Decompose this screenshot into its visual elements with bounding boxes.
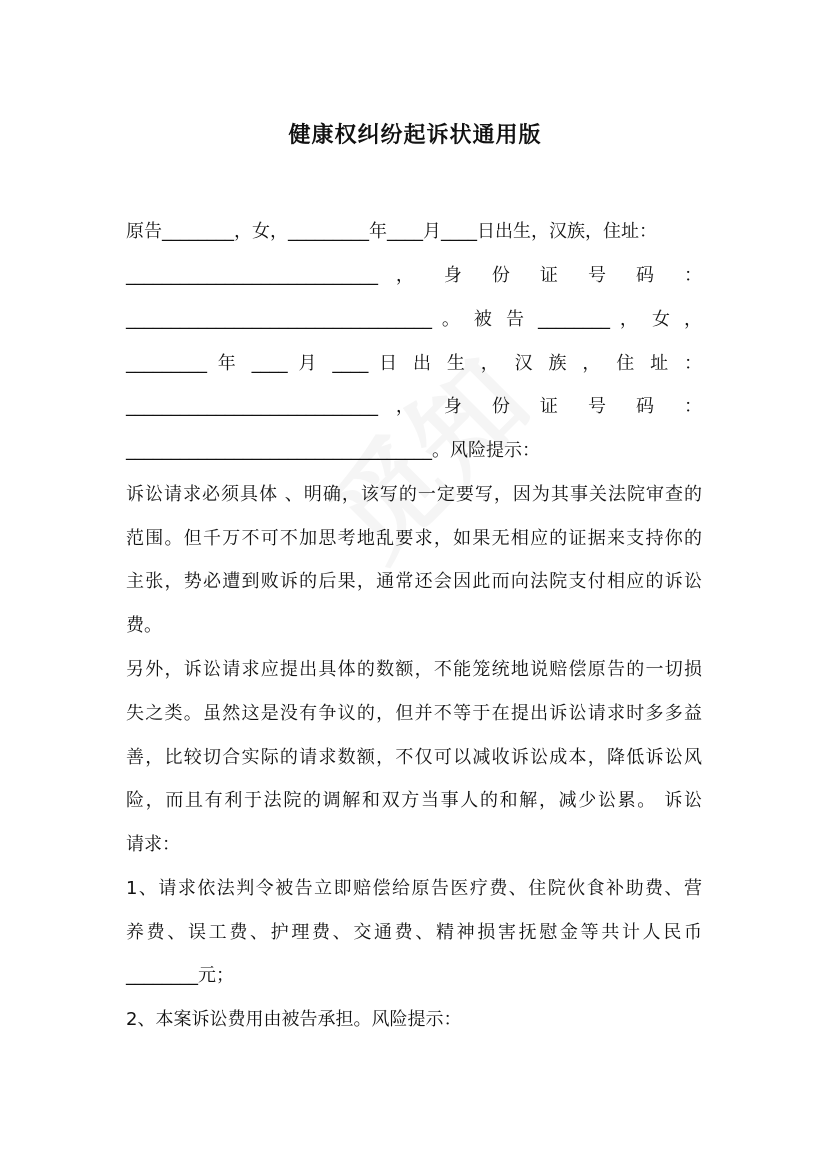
paragraph-line: 主张，势必遭到败诉的后果，通常还会因此而向法院支付相应的诉讼 xyxy=(126,571,702,592)
paragraph-line: 费。 xyxy=(126,615,162,636)
claim-1-line: 1、请求依法判令被告立即赔偿给原告医疗费、住院伙食补助费、营 xyxy=(126,878,702,899)
claim-1-line: ________元； xyxy=(126,965,234,986)
defendant-birth-line: _________ 年 ____ 月 ____ 日 出 生 ， 汉 族 ， 住 址 ： xyxy=(126,353,702,374)
paragraph-line: 失之类。虽然这是没有争议的，但并不等于在提出诉讼请求时多多益 xyxy=(126,703,702,724)
document-title: 健康权纠纷起诉状通用版 xyxy=(288,123,542,148)
paragraph-line: 范围。但千万不可不加思考地乱要求，如果无相应的证据来支持你的 xyxy=(126,528,702,549)
claims-heading: 请求： xyxy=(126,834,180,855)
defendant-line: __________________________________ 。 被 告 ________ ， 女 ， xyxy=(126,309,702,330)
paragraph-line: 善，比较切合实际的请求数额，不仅可以减收诉讼成本，降低诉讼风 xyxy=(126,747,702,768)
paragraph-line: 另外，诉讼请求应提出具体的数额，不能笼统地说赔偿原告的一切损 xyxy=(126,659,702,680)
defendant-id-line: ____________________________ ， 身 份 证 号 码 ： xyxy=(126,396,702,417)
claim-1-line: 养费、误工费、护理费、交通费、精神损害抚慰金等共计人民币 xyxy=(126,922,702,943)
plaintiff-id-line: ____________________________ ， 身 份 证 号 码 ： xyxy=(126,265,702,286)
paragraph-line: 诉讼请求必须具体 、明确，该写的一定要写，因为其事关法院审查的 xyxy=(126,484,702,505)
plaintiff-line: 原告________，女，_________年____月____日出生，汉族，住址： xyxy=(126,221,657,242)
paragraph-line: 险，而且有利于法院的调解和双方当事人的和解，减少讼累。 诉讼 xyxy=(126,790,702,811)
claim-2-line: 2、本案诉讼费用由被告承担。风险提示： xyxy=(126,1009,462,1030)
risk-tip-heading: __________________________________。风险提示： xyxy=(126,440,540,461)
